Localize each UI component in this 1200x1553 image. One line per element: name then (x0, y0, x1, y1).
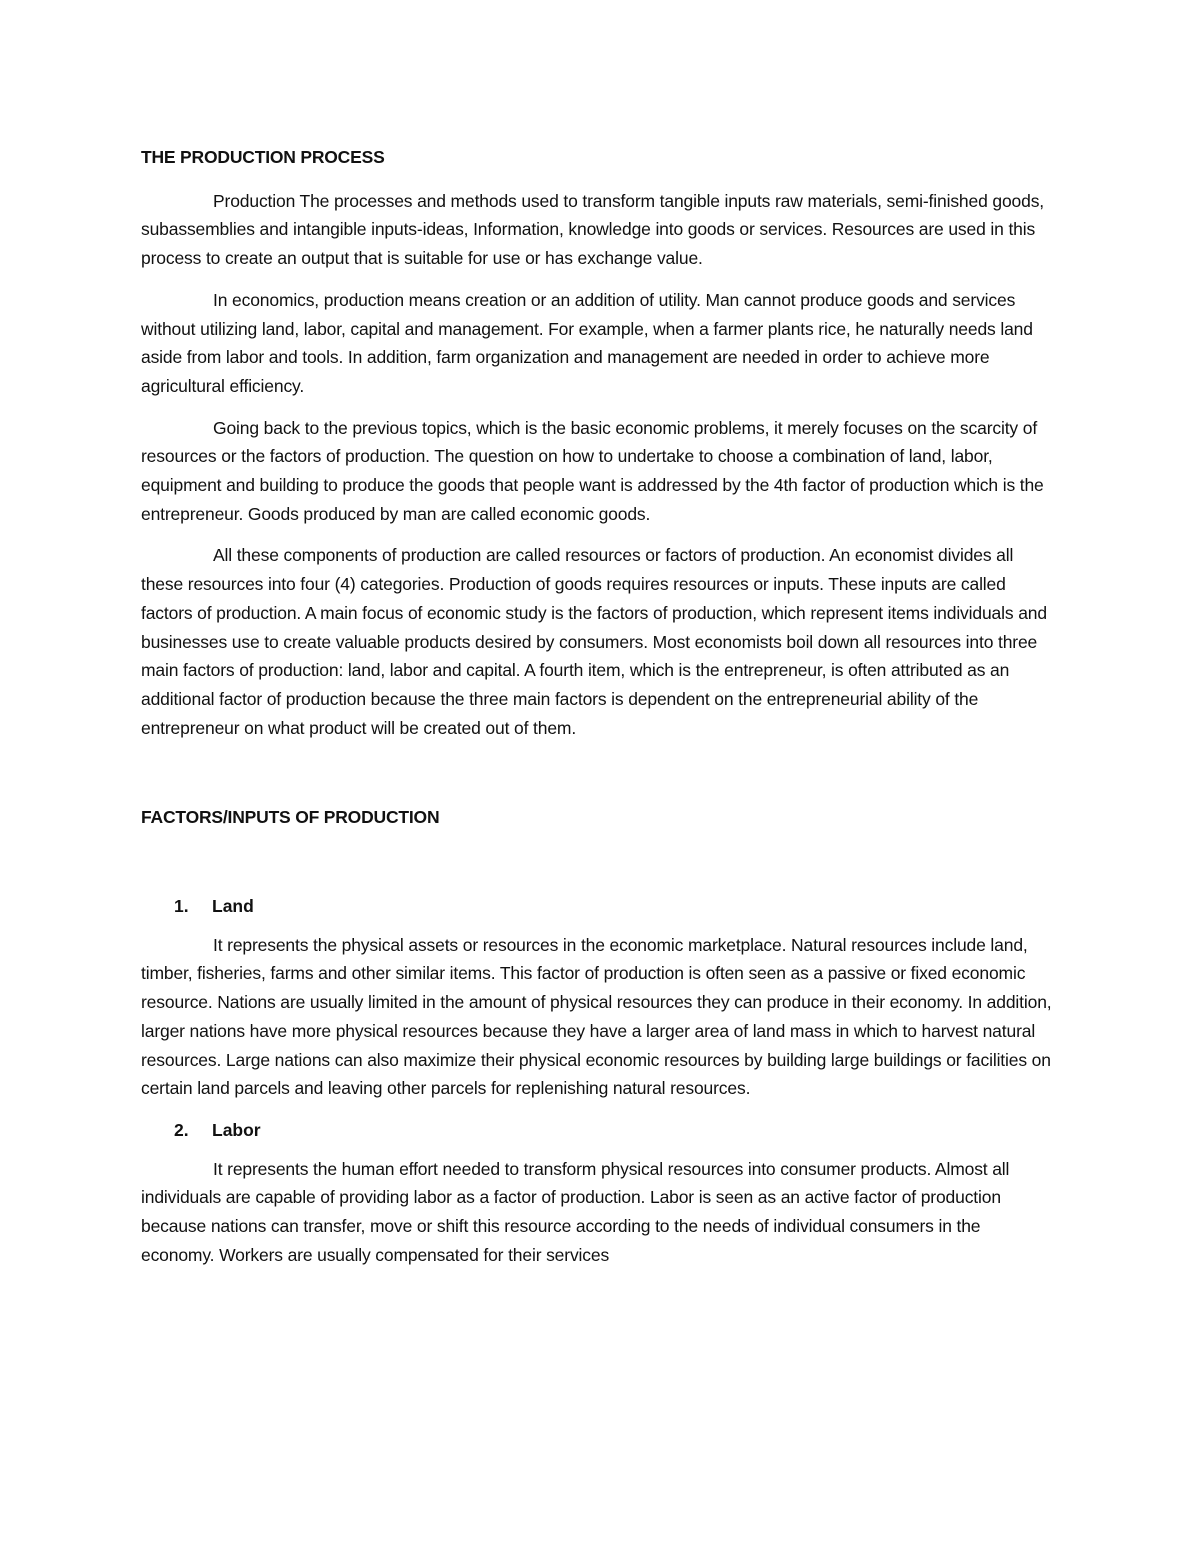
list-item (141, 1116, 1056, 1145)
list-item-title: Labor (212, 1119, 261, 1140)
factor-description: It represents the physical assets or resources in the economic marketplace. Natural resources include land, timber, fisheries, farms and other similar items. This factor of production is often seen as a passive or fixed economic resource. Nations are usually limited in the amount of physical resources they can produce in their economy. In addition, larger nations have more physical resources because they have a larger area of land mass in which to harvest natural resources. Large nations can also maximize their physical economic resources by building large buildings or facilities on certain land parcels and leaving other parcels for replenishing natural resources. (141, 934, 1052, 1099)
paragraph-components: All these components of production are called resources or factors of production. An economist divides all these resources into four (4) categories. Production of goods requires resources or inputs. These inputs are called factors of production. A main focus of economic study is the factors of production, which represent items individuals and businesses use to create valuable products desired by consumers. Most economists boil down all resources into three main factors of production: land, labor and capital. A fourth item, which is the entrepreneur, is often attributed as an additional factor of production because the three main factors is dependent on the entrepreneurial ability of the entrepreneur on what product will be created out of them. (141, 545, 1047, 738)
list-item-title: Land (212, 896, 254, 917)
list-item (141, 892, 1056, 921)
paragraph-intro: Production The processes and methods used to transform tangible inputs raw materials, semi-finished goods, subassemblies and intangible inputs-ideas, Information, knowledge into goods or services. Resources are used in this process to create an output that is suitable for use or has exchange value. (141, 190, 1045, 269)
list-number: 2. (174, 1119, 189, 1140)
list-number: 1. (174, 896, 189, 917)
section-title: FACTORS/INPUTS OF PRODUCTION (141, 807, 440, 828)
factor-description: It represents the human effort needed to transform physical resources into consumer products. Almost all individuals are capable of providing labor as a factor of production. Labor is seen as an active factor of production because nations can transfer, move or shift this resource according to the needs of individual consumers in the economy. Workers are usually compensated for their services (141, 1158, 1010, 1265)
paragraph-previous-topics: Going back to the previous topics, which is the basic economic problems, it merely focuses on the scarcity of resources or the factors of production. The question on how to undertake to choose a combination of land, labor, equipment and building to produce the goods that people want is addressed by the 4th factor of production which is the entrepreneur. Goods produced by man are called economic goods. (141, 417, 1044, 524)
paragraph-economics: In economics, production means creation or an addition of utility. Man cannot produce goods and services without utilizing land, labor, capital and management. For example, when a farmer plants rice, he naturally needs land aside from labor and tools. In addition, farm organization and management are needed in order to achieve more agricultural efficiency. (141, 289, 1033, 396)
page-title: THE PRODUCTION PROCESS (141, 147, 385, 167)
document-body (141, 143, 1056, 1270)
